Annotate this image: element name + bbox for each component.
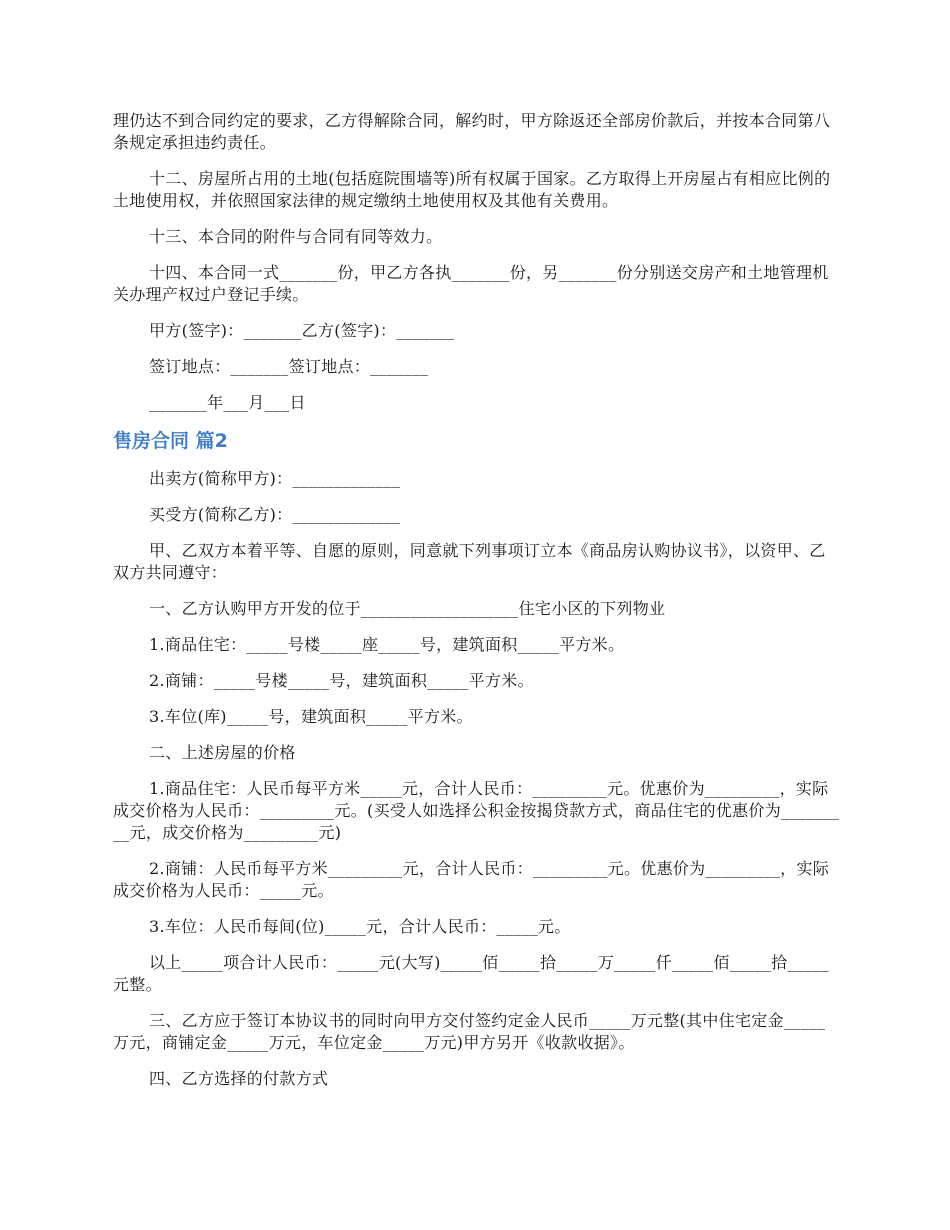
signing-place-line: 签订地点：_______签订地点：_______ xyxy=(149,357,429,376)
date-line: _______年___月___日 xyxy=(149,393,306,412)
seller-line: 出卖方(简称甲方)：_____________ xyxy=(149,469,401,488)
preamble-paragraph: 甲、乙双方本着平等、自愿的原则，同意就下列事项订立本《商品房认购协议书》，以资甲、乙双方共同遵守： xyxy=(113,541,826,582)
paragraph-clause-13: 十三、本合同的附件与合同有同等效力。 xyxy=(149,227,443,246)
section-heading: 售房合同 篇2 xyxy=(113,430,228,452)
buyer-line: 买受方(简称乙方)：_____________ xyxy=(149,505,401,524)
paragraph-clause-11-continued: 理仍达不到合同约定的要求，乙方得解除合同，解约时，甲方除返还全部房价款后，并按本合同第八条规定承担违约责任。 xyxy=(113,111,831,152)
signature-line: 甲方(签字)：_______乙方(签字)：_______ xyxy=(149,321,455,340)
clause-1-item-shop: 2.商铺：_____号楼_____号，建筑面积_____平方米。 xyxy=(149,671,534,690)
paragraph-clause-14: 十四、本合同一式_______份，甲乙方各执_______份，另_______份分别送交房产和土地管理机关办理产权过户登记手续。 xyxy=(113,263,829,304)
clause-1-item-residence: 1.商品住宅：_____号楼_____座_____号，建筑面积_____平方米。 xyxy=(149,635,625,654)
clause-3-deposit: 三、乙方应于签订本协议书的同时向甲方交付签约定金人民币_____万元整(其中住宅定金_____万元，商铺定金_____万元，车位定金_____万元)甲方另开《收款收据》。 xyxy=(113,1011,826,1052)
paragraph-clause-12: 十二、房屋所占用的土地(包括庭院围墙等)所有权属于国家。乙方取得上开房屋占有相应比例的土地使用权，并依照国家法律的规定缴纳土地使用权及其他有关费用。 xyxy=(113,169,831,210)
clause-2-item-parking-price: 3.车位：人民币每间(位)_____元，合计人民币：_____元。 xyxy=(149,917,571,936)
clause-2-item-shop-price: 2.商铺：人民币每平方米_________元，合计人民币：_________元。优惠价为_________，实际成交价格为人民币：_____元。 xyxy=(113,859,830,900)
clause-2-heading: 二、上述房屋的价格 xyxy=(149,743,296,762)
total-amount-line: 以上_____项合计人民币：_____元(大写)_____佰_____拾_____万_____仟_____佰_____拾_____元整。 xyxy=(113,953,829,994)
document-body xyxy=(113,110,840,1104)
clause-2-item-residence-price: 1.商品住宅：人民币每平方米_____元，合计人民币：_________元。优惠价为_________，实际成交价格为人民币：_________元。(买受人如选择公积金按揭贷款方式，商品住宅的优惠价为_________元，成交价格为_________元) xyxy=(113,779,840,842)
clause-4-heading: 四、乙方选择的付款方式 xyxy=(149,1069,329,1088)
clause-1-heading: 一、乙方认购甲方开发的位于___________________住宅小区的下列物业 xyxy=(149,599,666,618)
clause-1-item-parking: 3.车位(库)_____号，建筑面积_____平方米。 xyxy=(149,707,473,726)
